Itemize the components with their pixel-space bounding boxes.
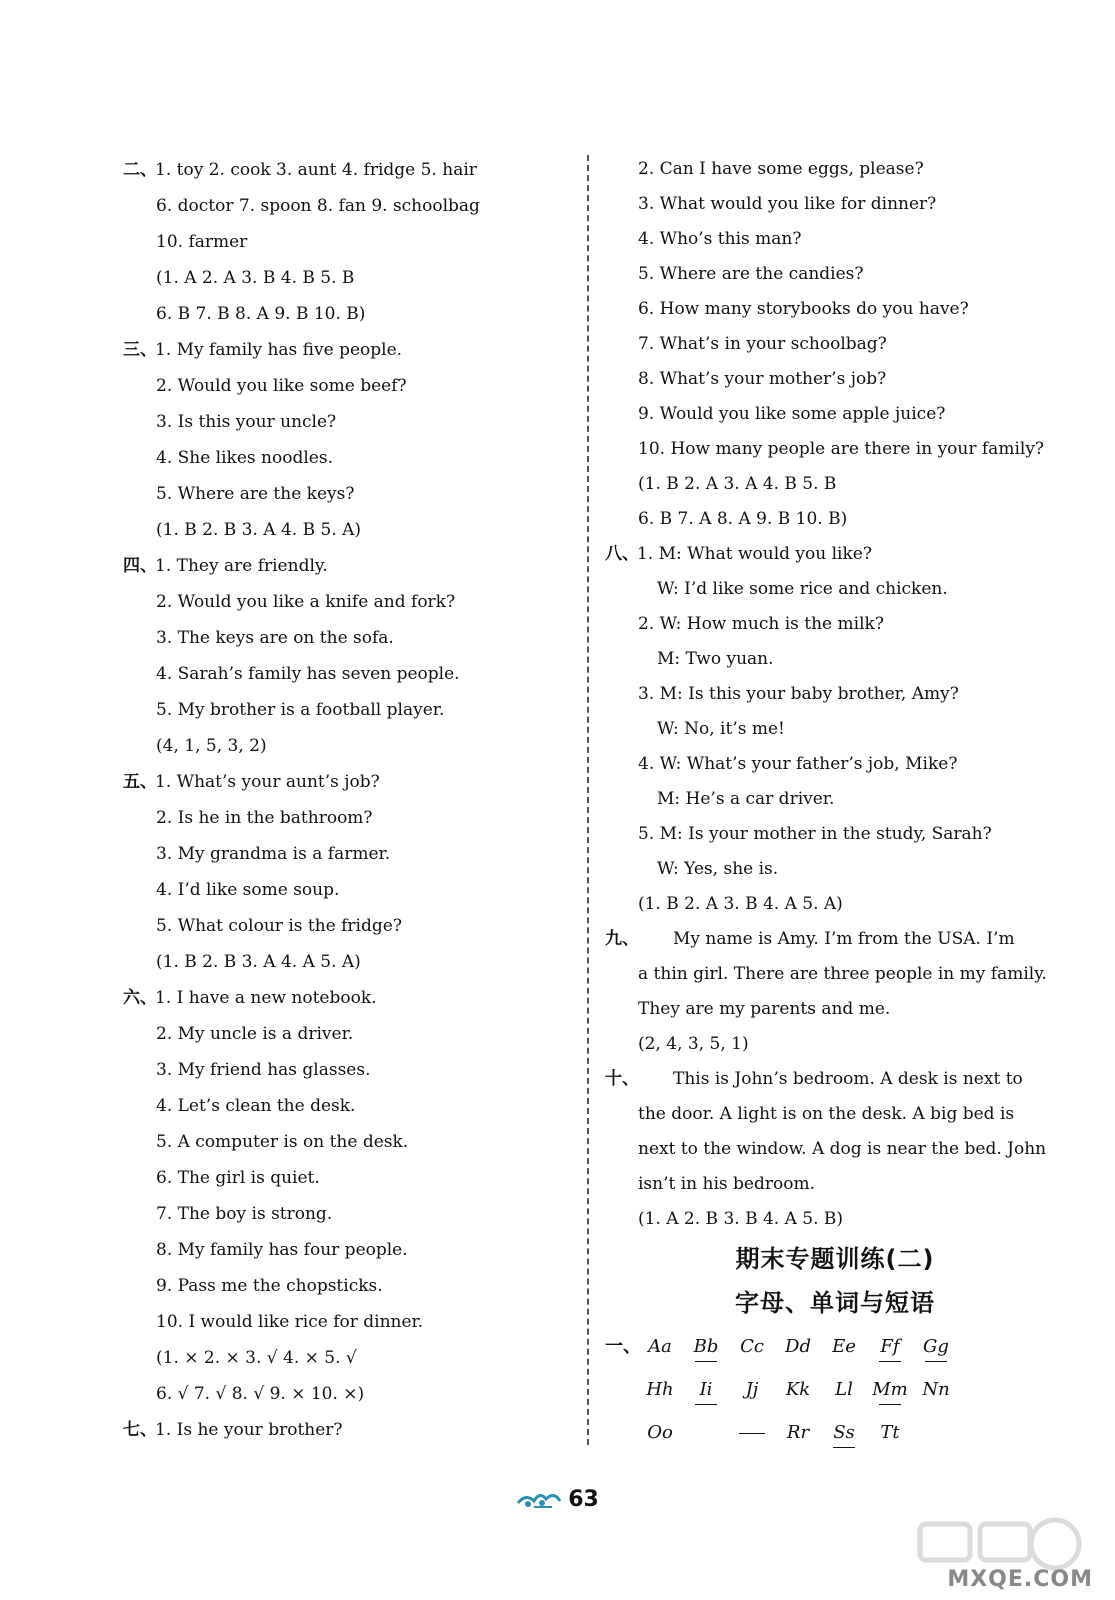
section-label: 五、: [123, 772, 157, 792]
answer-key: (1. × 2. × 3. √ 4. × 5. √: [156, 1348, 357, 1368]
letter-row: [605, 1325, 1065, 1368]
section-label: 二、: [123, 160, 157, 180]
letter-item: Oo: [647, 1422, 673, 1443]
answer-key: 6. √ 7. √ 8. √ 9. × 10. ×): [156, 1384, 365, 1404]
letter-row: [605, 1411, 1065, 1454]
paragraph-line: This is John’s bedroom. A desk is next to: [673, 1069, 1023, 1089]
letter-item: Nn: [922, 1379, 950, 1400]
answer-key: 6. B 7. A 8. A 9. B 10. B): [638, 509, 848, 529]
letter-item: Aa: [648, 1336, 672, 1357]
answer-line: 1. My family has five people.: [155, 340, 403, 360]
answer-line: 9. Would you like some apple juice?: [638, 404, 946, 424]
answer-line: 7. The boy is strong.: [156, 1204, 333, 1224]
answer-line: 3. The keys are on the sofa.: [156, 628, 394, 648]
answer-line: 3. What would you like for dinner?: [638, 194, 937, 214]
answer-line: 2. Is he in the bathroom?: [156, 808, 373, 828]
section-subtitle: 字母、单词与短语: [735, 1289, 935, 1317]
answer-line: 4. Who’s this man?: [638, 229, 802, 249]
section-3-line: [123, 332, 573, 368]
answer-line: 5. A computer is on the desk.: [156, 1132, 409, 1152]
section-label: 三、: [123, 340, 157, 360]
answer-key: (4, 1, 5, 3, 2): [156, 736, 267, 756]
letter-item: Ii: [683, 1368, 729, 1411]
letter-item: Kk: [785, 1379, 811, 1400]
paragraph-line: They are my parents and me.: [638, 999, 891, 1019]
answer-line: 3. My friend has glasses.: [156, 1060, 371, 1080]
answer-line: 1. What’s your aunt’s job?: [155, 772, 380, 792]
answer-key: (1. A 2. A 3. B 4. B 5. B: [156, 268, 355, 288]
answer-line: 5. Where are the candies?: [638, 264, 864, 284]
dialogue-line: 5. M: Is your mother in the study, Sarah?: [638, 824, 992, 844]
answer-line: 2. Can I have some eggs, please?: [638, 159, 924, 179]
answer-key: (1. B 2. A 3. A 4. B 5. B: [638, 474, 837, 494]
answer-line: 3. Is this your uncle?: [156, 412, 337, 432]
section-5-line: [123, 764, 573, 800]
answer-line: 1. I have a new notebook.: [155, 988, 377, 1008]
paragraph-line: a thin girl. There are three people in my family.: [638, 964, 1047, 984]
letter-row: [605, 1368, 1065, 1411]
dialogue-line: 4. W: What’s your father’s job, Mike?: [638, 754, 958, 774]
section-2-line: [123, 152, 573, 188]
section-label: 一、: [605, 1336, 641, 1357]
answer-key: (1. A 2. B 3. B 4. A 5. B): [638, 1209, 844, 1229]
answer-line: 8. What’s your mother’s job?: [638, 369, 887, 389]
section-title: 期末专题训练(二): [735, 1245, 935, 1273]
section-label: 八、: [605, 544, 639, 564]
letter-item: Ff: [867, 1325, 913, 1368]
answer-key: (1. B 2. A 3. B 4. A 5. A): [638, 894, 843, 914]
page-number: [0, 1487, 1115, 1512]
answer-line: 1. They are friendly.: [155, 556, 328, 576]
section-label: 六、: [123, 988, 157, 1008]
answer-line: 4. She likes noodles.: [156, 448, 333, 468]
letter-grid: [605, 1325, 1065, 1454]
column-divider: [587, 155, 589, 1445]
letter-item: Jj: [745, 1379, 759, 1400]
page-number-text: 63: [568, 1487, 599, 1512]
answer-line: 2. My uncle is a driver.: [156, 1024, 354, 1044]
answer-line: 6. doctor 7. spoon 8. fan 9. schoolbag: [156, 196, 480, 216]
answer-line: 9. Pass me the chopsticks.: [156, 1276, 383, 1296]
letter-item: Bb: [683, 1325, 729, 1368]
dialogue-line: M: He’s a car driver.: [657, 789, 835, 809]
section-9-line: [605, 922, 1065, 957]
answer-line: 4. Sarah’s family has seven people.: [156, 664, 460, 684]
section-8-line: [605, 537, 1065, 572]
paragraph-line: isn’t in his bedroom.: [638, 1174, 815, 1194]
letter-item: Gg: [913, 1325, 959, 1368]
dialogue-line: W: I’d like some rice and chicken.: [657, 579, 948, 599]
section-label: 九、: [605, 929, 639, 949]
letter-item: Ee: [832, 1336, 856, 1357]
paragraph-line: next to the window. A dog is near the bed. John: [638, 1139, 1047, 1159]
dialogue-line: 3. M: Is this your baby brother, Amy?: [638, 684, 959, 704]
answer-line: 5. Where are the keys?: [156, 484, 355, 504]
section-6-line: [123, 980, 573, 1016]
letter-item: Mm: [867, 1368, 913, 1411]
answer-line: 2. Would you like some beef?: [156, 376, 407, 396]
left-column: [123, 152, 573, 1448]
answer-line: 4. Let’s clean the desk.: [156, 1096, 356, 1116]
answer-line: 6. How many storybooks do you have?: [638, 299, 969, 319]
dialogue-line: M: Two yuan.: [657, 649, 774, 669]
section-7-line: [123, 1412, 573, 1448]
answer-key: 6. B 7. B 8. A 9. B 10. B): [156, 304, 366, 324]
answer-key: (2, 4, 3, 5, 1): [638, 1034, 749, 1054]
letter-item: Dd: [785, 1336, 811, 1357]
letter-item: Ll: [835, 1379, 853, 1400]
section-label: 四、: [123, 556, 157, 576]
answer-key: (1. B 2. B 3. A 4. A 5. A): [156, 952, 361, 972]
answer-line: 8. My family has four people.: [156, 1240, 408, 1260]
answer-line: 1. Is he your brother?: [155, 1420, 343, 1440]
answer-line: 10. I would like rice for dinner.: [156, 1312, 424, 1332]
answer-line: 10. How many people are there in your family?: [638, 439, 1045, 459]
watermark-text: MXQE.COM: [947, 1567, 1093, 1592]
dialogue-line: W: No, it’s me!: [657, 719, 785, 739]
answer-line: 1. toy 2. cook 3. aunt 4. fridge 5. hair: [155, 160, 477, 180]
answer-line: 7. What’s in your schoolbag?: [638, 334, 887, 354]
answer-line: 3. My grandma is a farmer.: [156, 844, 391, 864]
dialogue-line: 2. W: How much is the milk?: [638, 614, 884, 634]
section-label: 十、: [605, 1069, 639, 1089]
answer-line: 4. I’d like some soup.: [156, 880, 340, 900]
right-column: [605, 152, 1065, 1454]
answer-line: 6. The girl is quiet.: [156, 1168, 320, 1188]
letter-item: Cc: [740, 1336, 764, 1357]
answer-key: (1. B 2. B 3. A 4. B 5. A): [156, 520, 362, 540]
paragraph-line: the door. A light is on the desk. A big bed is: [638, 1104, 1015, 1124]
answer-line: 2. Would you like a knife and fork?: [156, 592, 456, 612]
paragraph-line: My name is Amy. I’m from the USA. I’m: [673, 929, 1015, 949]
letter-item: Ss: [821, 1411, 867, 1454]
letter-item: Hh: [646, 1379, 674, 1400]
letter-item: Tt: [880, 1422, 900, 1443]
answer-line: 5. My brother is a football player.: [156, 700, 445, 720]
flower-decoration-icon: [516, 1489, 562, 1511]
letter-item: Rr: [786, 1422, 810, 1443]
dialogue-line: W: Yes, she is.: [657, 859, 779, 879]
section-10-line: [605, 1062, 1065, 1097]
dialogue-line: 1. M: What would you like?: [637, 544, 872, 564]
section-label: 七、: [123, 1420, 157, 1440]
section-4-line: [123, 548, 573, 584]
answer-line: 10. farmer: [156, 232, 248, 252]
answer-line: 5. What colour is the fridge?: [156, 916, 402, 936]
